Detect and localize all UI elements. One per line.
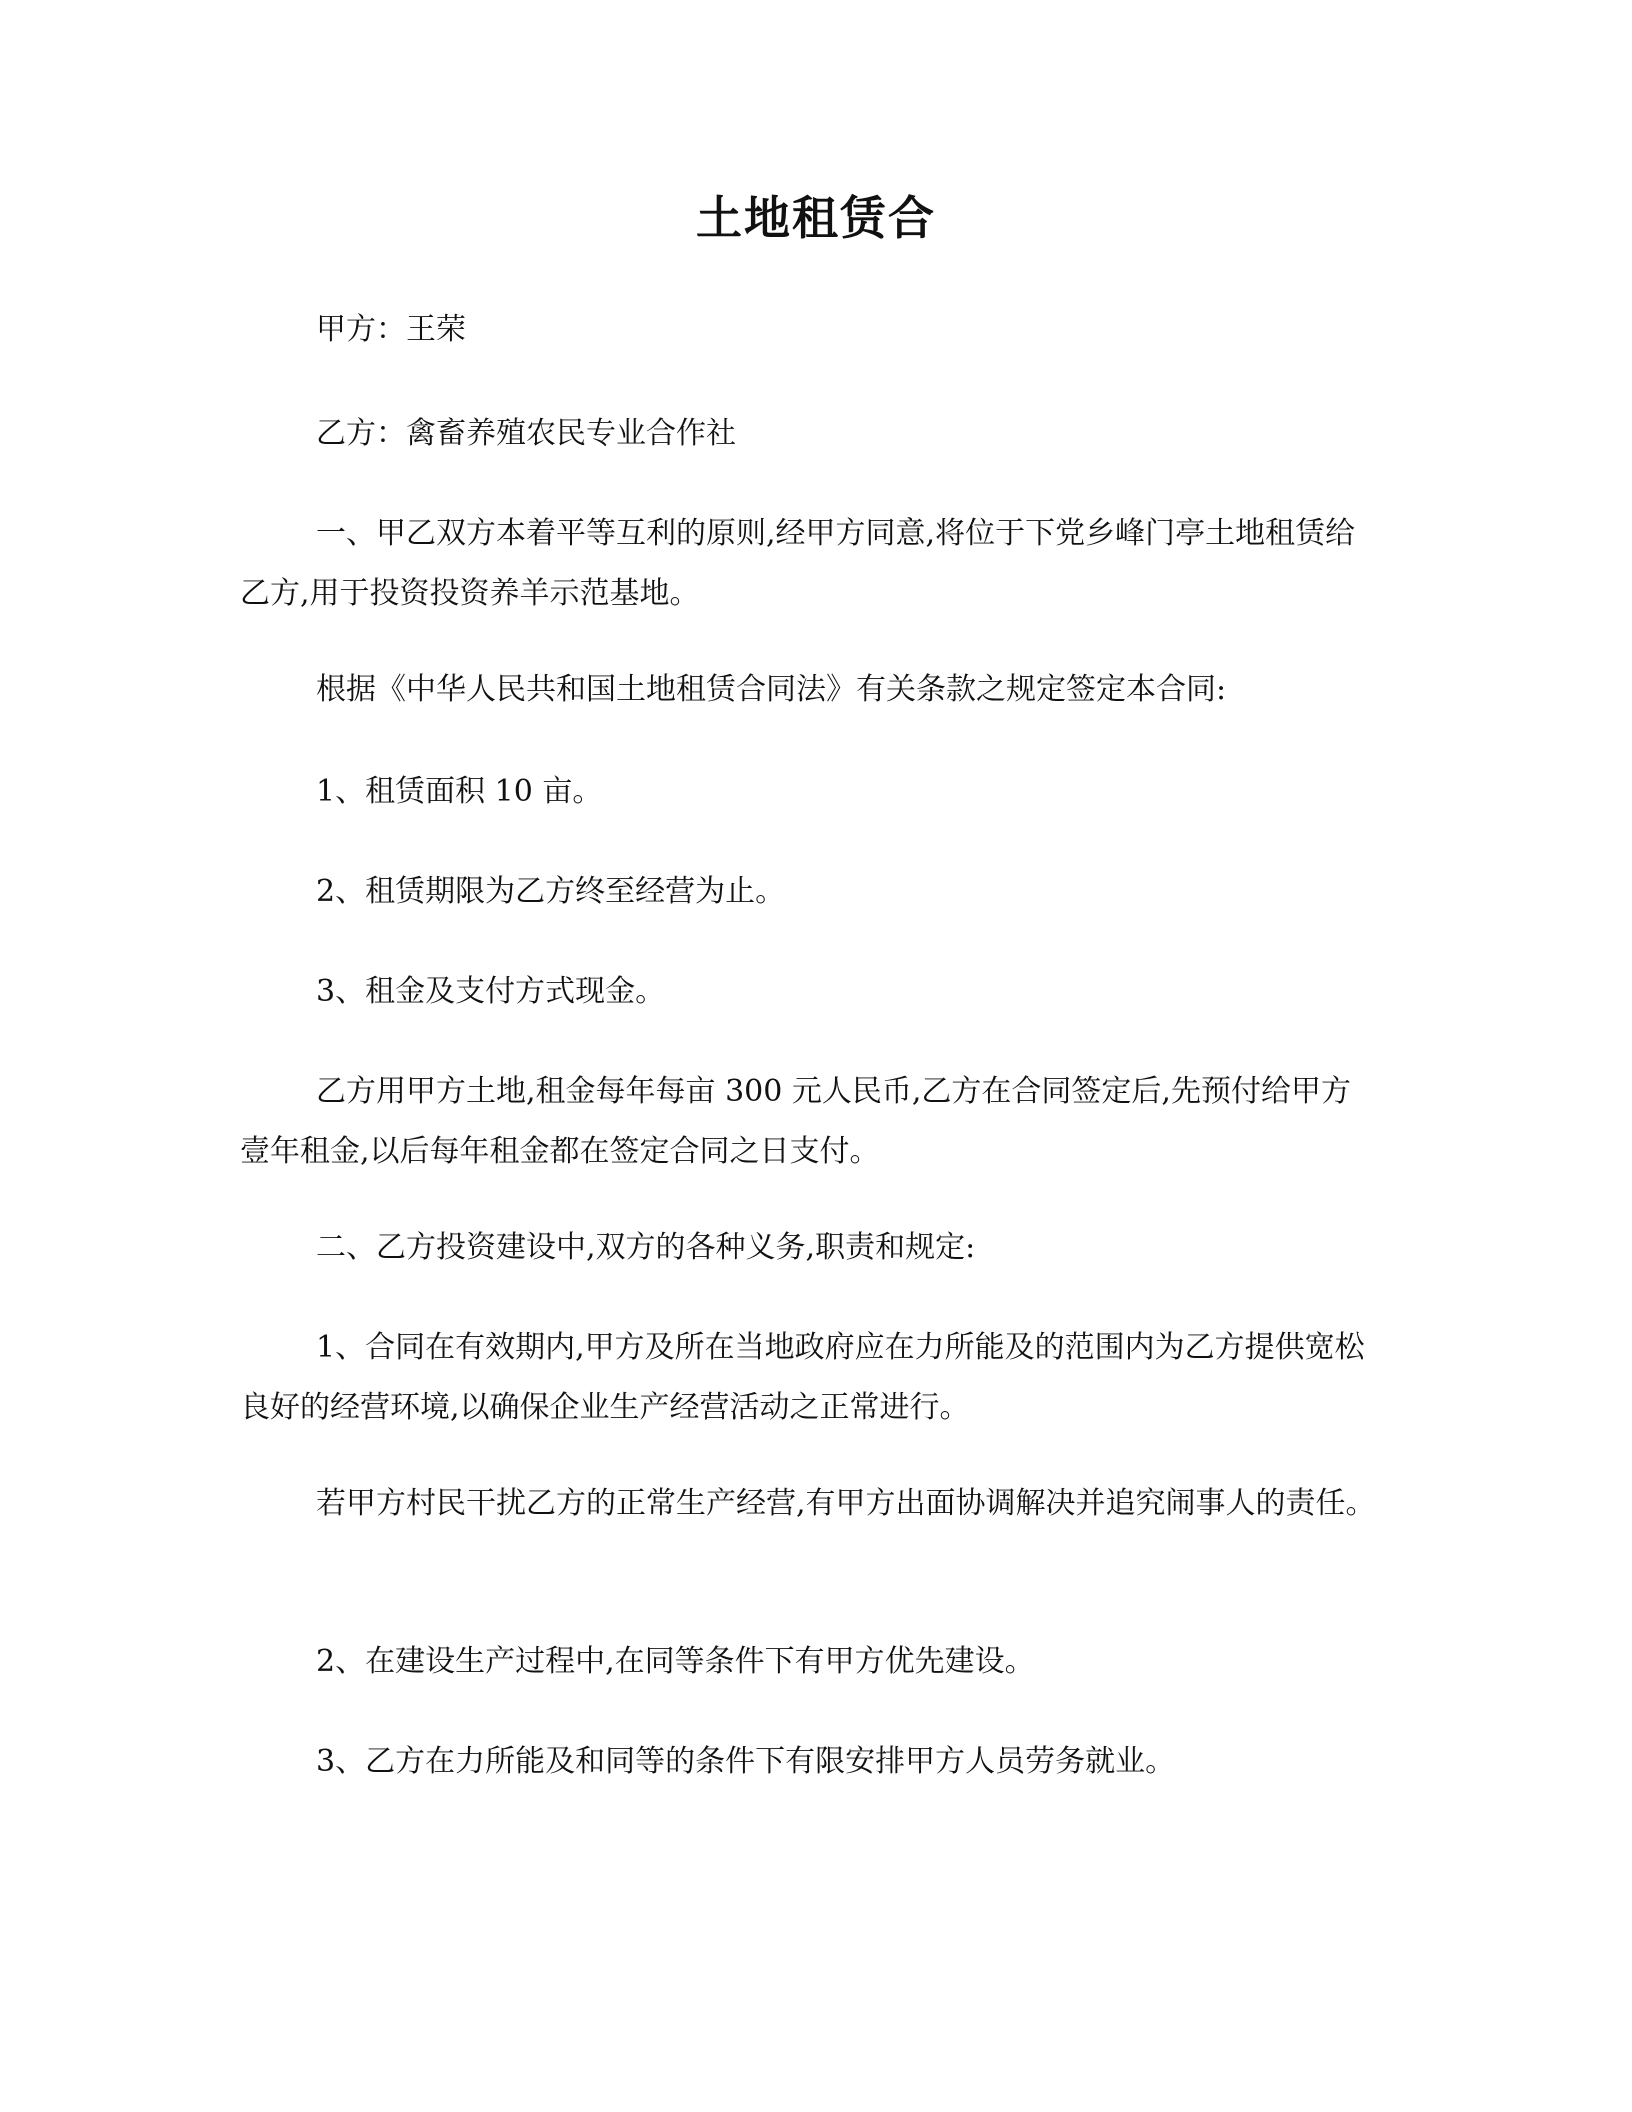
paragraph-8: 1、合同在有效期内,甲方及所在当地政府应在力所能及的范围内为乙方提供宽松良好的经营环境,以确保企业生产经营活动之正常进行。 [240, 1330, 1365, 1425]
paragraph-2: 根据《中华人民共和国土地租赁合同法》有关条款之规定签定本合同: [316, 672, 1227, 707]
paragraph-5: 3、租金及支付方式现金。 [316, 974, 666, 1009]
paragraph-10: 2、在建设生产过程中,在同等条件下有甲方优先建设。 [316, 1644, 1035, 1679]
party-b: 乙方：禽畜养殖农民专业合作社 [316, 416, 736, 451]
party-a: 甲方：王荣 [316, 312, 466, 347]
paragraph-1: 一、甲乙双方本着平等互利的原则,经甲方同意,将位于下党乡峰门亭土地租赁给乙方,用于投资投资养羊示范基地。 [240, 516, 1356, 611]
paragraph-6: 乙方用甲方土地,租金每年每亩 300 元人民币,乙方在合同签定后,先预付给甲方壹年租金,以后每年租金都在签定合同之日支付。 [240, 1074, 1351, 1169]
paragraph-4: 2、租赁期限为乙方终至经营为止。 [316, 874, 786, 909]
paragraph-7: 二、乙方投资建设中,双方的各种义务,职责和规定: [316, 1230, 976, 1265]
page-title: 土地租赁合 [696, 191, 936, 245]
paragraph-9: 若甲方村民干扰乙方的正常生产经营,有甲方出面协调解决并追究闹事人的责任。 [316, 1486, 1376, 1521]
paragraph-3: 1、租赁面积 10 亩。 [316, 774, 603, 809]
paragraph-11: 3、乙方在力所能及和同等的条件下有限安排甲方人员劳务就业。 [316, 1744, 1176, 1779]
